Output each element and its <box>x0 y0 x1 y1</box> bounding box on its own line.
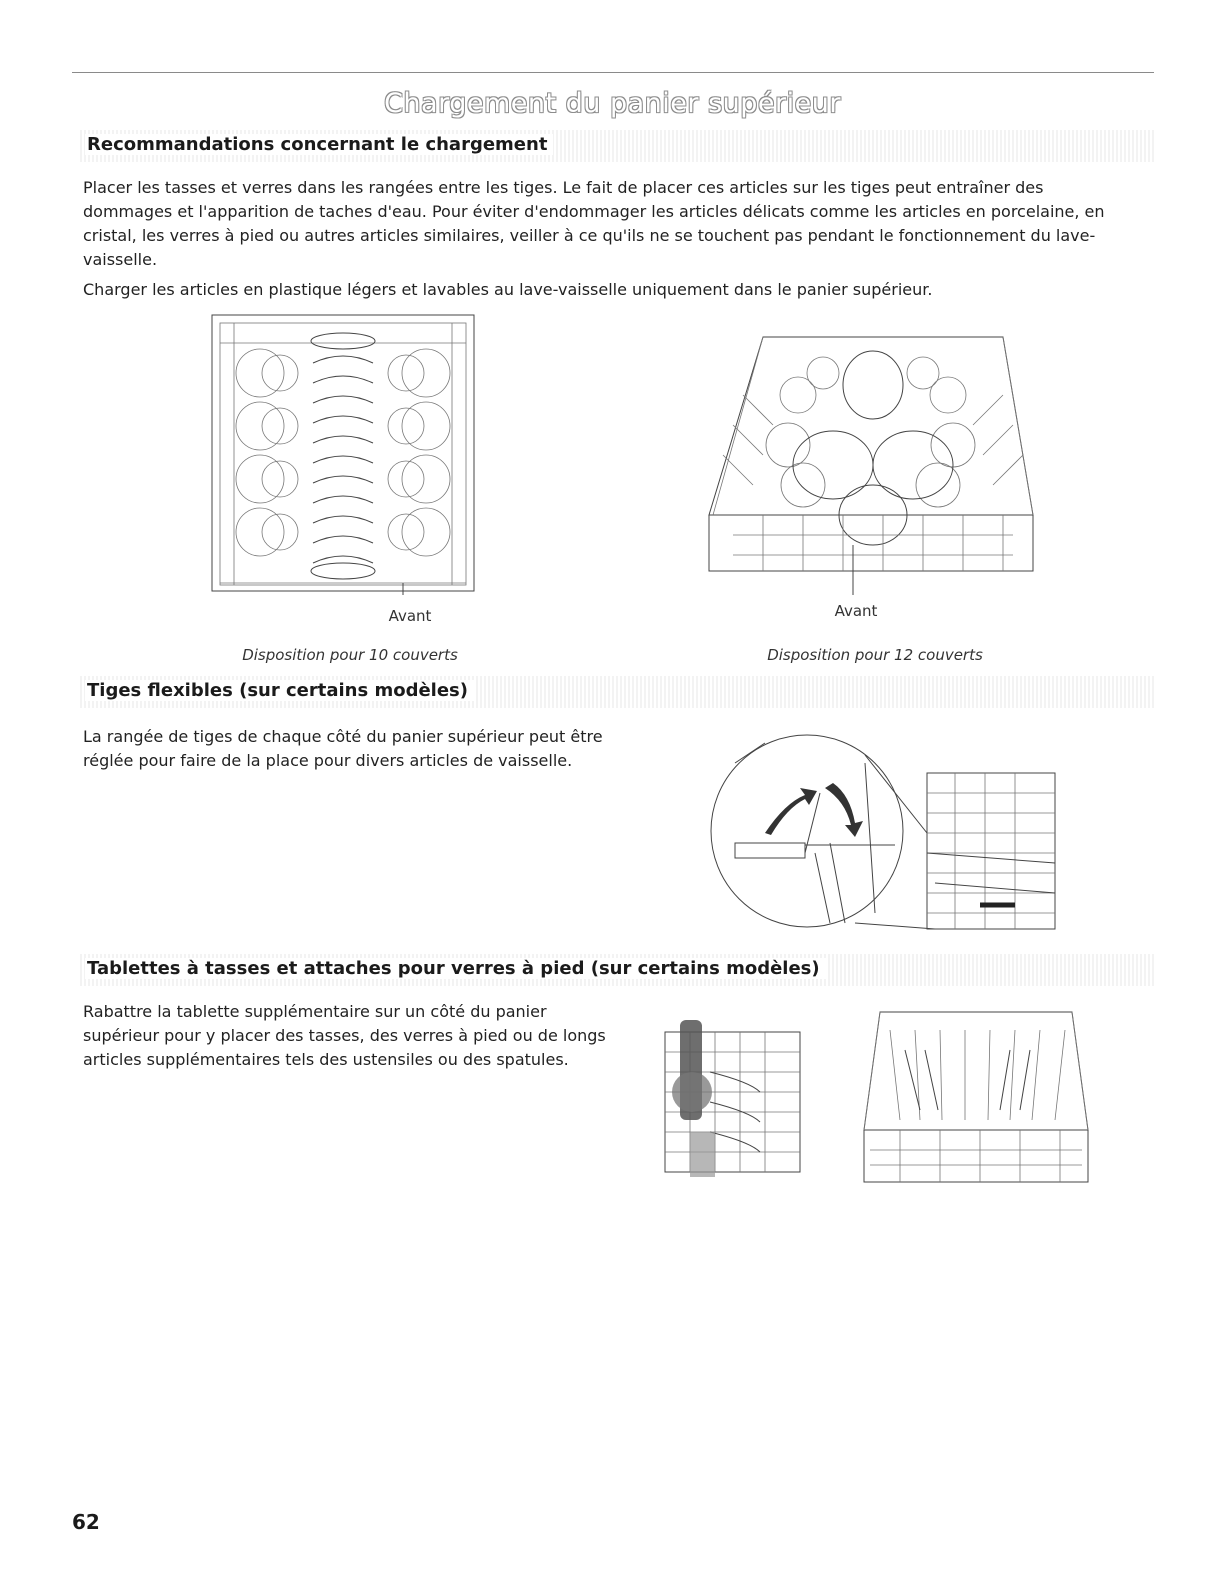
cup-shelf-closeup-illustration <box>660 1012 805 1184</box>
rack-12-place-settings-illustration <box>703 335 1039 583</box>
section-heading-loading: Recommandations concernant le chargement <box>85 134 553 155</box>
section-heading-cup-shelves: Tablettes à tasses et attaches pour verres à pied (sur certains modèles) <box>85 958 826 979</box>
caption-12-place-settings: Disposition pour 12 couverts <box>767 646 983 664</box>
front-label-10: Avant <box>388 607 432 625</box>
caption-10-place-settings: Disposition pour 10 couverts <box>242 646 458 664</box>
cup-shelf-rack-illustration <box>860 1010 1092 1186</box>
cup-shelves-paragraph: Rabattre la tablette supplémentaire sur un côté du panier supérieur pour y placer des tasses, des verres à pied ou de longs articles supplémentaires tels des ustensiles ou des spatules. <box>83 1002 606 1069</box>
section-heading-flexible-tines: Tiges flexibles (sur certains modèles) <box>85 680 474 701</box>
rack-10-place-settings-illustration <box>210 313 476 595</box>
front-label-12: Avant <box>834 602 878 620</box>
loading-paragraph-2: Charger les articles en plastique légers et lavables au lave-vaisselle uniquement dans le panier supérieur. <box>83 280 933 299</box>
page-title: Chargement du panier supérieur <box>384 88 841 119</box>
loading-paragraph-1: Placer les tasses et verres dans les rangées entre les tiges. Le fait de placer ces articles sur les tiges peut entraîner des dommages et l'apparition de taches d'eau. Pour éviter d'endommager les articles délicats comme les articles en porcelaine, en cristal, les verres à pied ou autres articles similaires, veiller à ce qu'ils ne se touchent pas pendant le fonctionnement du lave-vaisselle. <box>83 178 1105 269</box>
header-rule <box>72 72 1154 73</box>
flexible-tines-paragraph: La rangée de tiges de chaque côté du panier supérieur peut être réglée pour faire de la place pour divers articles de vaisselle. <box>83 727 603 770</box>
flexible-tines-illustration <box>705 733 1061 933</box>
page-number: 62 <box>72 1510 100 1534</box>
